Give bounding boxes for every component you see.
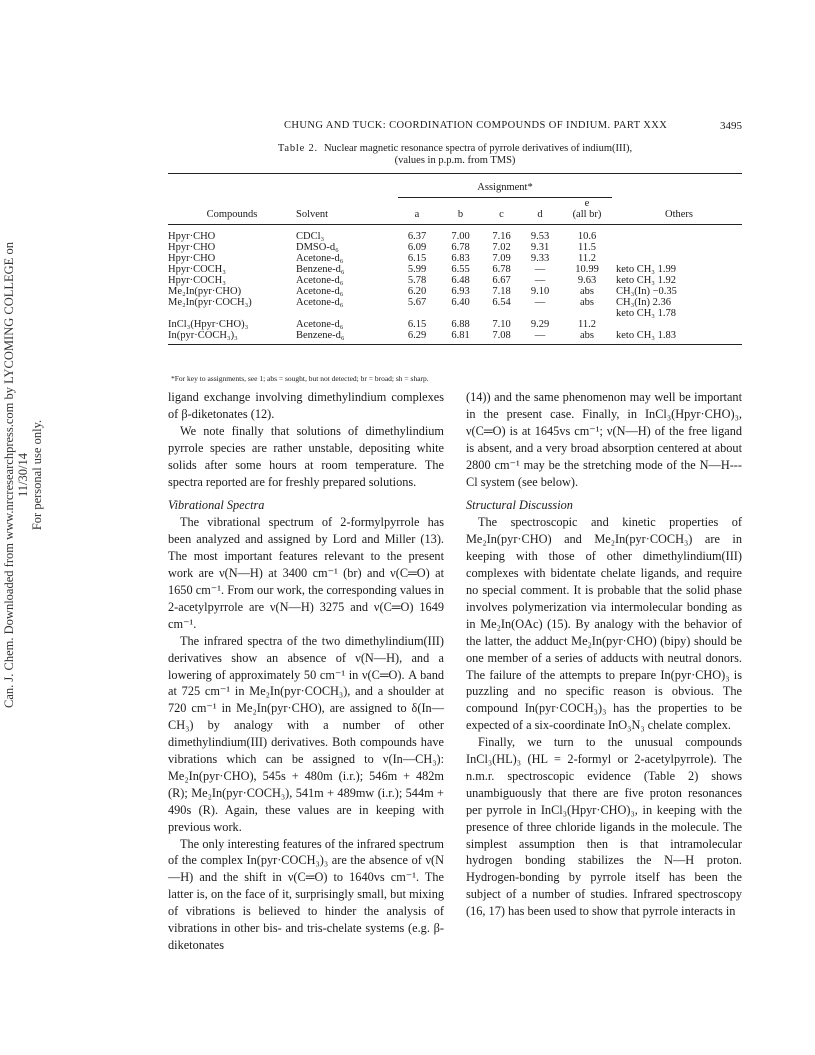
assignment-group-header: Assignment* [394,174,616,198]
cell-b: 6.83 [451,253,470,264]
cell-c: 6.78 [492,264,511,275]
table-footnote: *For key to assignments, see 1; abs = sought, but not detected; br = broad; sh = sharp. [171,374,429,383]
cell-b: 6.48 [451,275,470,286]
cell-a: 6.15 [407,253,427,264]
cell-b: 6.78 [451,242,470,253]
cell-a: 6.37 [407,231,427,242]
watermark-line-1: Can. J. Chem. Downloaded from www.nrcresearchpress.com by LYCOMING COLLEGE on 11/30/14 [2,242,30,708]
cell-c: 6.67 [492,275,511,286]
col-header-compounds: Compounds [168,198,296,225]
cell-e: 9.63 [577,275,597,286]
cell-b: 6.88 [451,319,470,330]
table-row [168,308,742,319]
cell-others: keto CH₃ 1.83 [616,330,742,345]
cell-solvent [296,308,394,319]
cell-e: 10.99 [575,264,599,275]
col-header-d: d [522,198,558,225]
cell-compound: Hpyr·CHO [168,242,216,253]
running-title: CHUNG AND TUCK: COORDINATION COMPOUNDS OF INDIUM. PART XXX [284,120,668,131]
cell-d: 9.10 [530,286,550,297]
cell-a [394,308,440,319]
cell-solvent: Benzene-d₆ [296,264,345,275]
cell-others: CH₃(In) 2.36 [616,297,671,308]
paragraph: The vibrational spectrum of 2-formylpyrrole has been analyzed and assigned by Lord and Miller (13). The most important features relevant to the present work are ν(N—H) at 3400 cm⁻¹ (br) and ν(C═O) at 1650 cm⁻¹. From our work, the corresponding values in 2-acetylpyrrole are ν(N—H) 3275 and ν(C═O) 1649 cm⁻¹. [168,515,444,631]
table-row [168,319,742,330]
paragraph: We note finally that solutions of dimethylindium pyrrole species are rather unstable, depositing white solids after some hours at room temperature. The spectra reported are for freshly prepared solutions. [168,423,444,489]
cell-c: 7.16 [492,231,511,242]
cell-compound: InCl₃(Hpyr·CHO)₃ [168,319,249,330]
cell-solvent: Acetone-d₆ [296,286,344,297]
cell-compound: Hpyr·COCH₃ [168,264,226,275]
cell-b: 6.93 [451,286,470,297]
cell-d: — [534,297,546,308]
cell-b: 6.81 [440,330,481,345]
cell-d [522,308,558,319]
paragraph: Finally, we turn to the unusual compounds InCl₃(HL)₃ (HL = 2-formyl or 2-acetylpyrrole). The n.m.r. spectroscopic evidence (Table 2) shows unambiguously that there are five proton resonances per pyrrole in InCl₃(Hpyr·CHO)₃, in keeping with the presence of three chloride ligands in the molecule. The simplest assumption then is that intramolecular hydrogen bonding stabilizes the N—H proton. Hydrogen-bonding by pyrrole itself has been the subject of a number of studies. Infrared spectroscopy (16, 17) has been used to show that pyrrole interacts in [466,735,742,919]
cell-solvent: CDCl₃ [296,231,325,242]
download-watermark [2,240,44,710]
cell-compound [168,308,296,319]
cell-compound: Me₂In(pyr·CHO) [168,286,242,297]
cell-others: CH₃(In) −0.35 [616,286,677,297]
caption-line-1: Nuclear magnetic resonance spectra of pyrrole derivatives of indium(III), [323,143,633,154]
cell-c: 7.09 [492,253,511,264]
cell-solvent: Benzene-d₆ [296,330,394,345]
cell-e: abs [558,330,616,345]
page-number: 3495 [720,120,742,132]
right-column [466,389,742,920]
cell-d: — [534,275,546,286]
nmr-table [168,173,742,345]
section-heading: Structural Discussion [466,498,573,513]
watermark-line-2: For personal use only. [30,419,44,531]
cell-e: abs [580,286,594,297]
cell-d: 9.53 [530,231,550,242]
caption-line-2: (values in p.p.m. from TMS) [394,155,516,166]
cell-e: 10.6 [577,231,597,242]
cell-c: 6.54 [492,297,511,308]
cell-d: 9.33 [530,253,550,264]
left-column [168,389,444,954]
paragraph: ligand exchange involving dimethylindium complexes of β-diketonates (12). [168,390,444,421]
cell-d: 9.29 [530,319,550,330]
col-header-others: Others [616,198,742,225]
cell-e: 11.2 [578,319,596,330]
col-header-c: c [481,198,522,225]
cell-others [616,253,742,264]
table-caption [168,143,742,167]
cell-d: — [534,264,546,275]
cell-e [558,308,616,319]
paragraph: The infrared spectra of the two dimethylindium(III) derivatives show an absence of ν(N—H), and a lowering of approximately 50 cm⁻¹ in ν(C═O). A band at 725 cm⁻¹ in Me₂In(pyr·COCH₃), and a shoulder at 720 cm⁻¹ in Me₂In(pyr·CHO), are assigned to δ(In—CH₃) by analogy with a number of other dimethylindium(III) derivatives. Both compounds have vibrations which can be assigned to ν(In—CH₃): Me₂In(pyr·CHO), 545s + 480m (i.r.); 546m + 482m (R); Me₂In(pyr·COCH₃), 541m + 489mw (i.r.); 544m + 490s (R). Again, these values are in keeping with previous work. [168,633,444,834]
cell-a: 5.78 [407,275,427,286]
cell-others [616,225,742,243]
cell-c: 7.18 [492,286,511,297]
cell-d: — [522,330,558,345]
cell-a: 6.20 [407,286,427,297]
cell-solvent: DMSO-d₆ [296,242,339,253]
cell-b: 6.55 [451,264,470,275]
table-row [168,242,742,253]
cell-solvent: Acetone-d₆ [296,253,344,264]
cell-compound: Me₂In(pyr·COCH₃) [168,297,252,308]
cell-solvent: Acetone-d₆ [296,275,344,286]
cell-a: 5.99 [407,264,427,275]
table-row [168,297,742,308]
cell-others: keto CH₃ 1.92 [616,275,676,286]
cell-others: keto CH₃ 1.78 [616,308,676,319]
cell-others: keto CH₃ 1.99 [616,264,676,275]
cell-compound: Hpyr·CHO [168,231,216,242]
paragraph: (14)) and the same phenomenon may well be important in the present case. Finally, in InCl₃(Hpyr·CHO)₃, ν(C═O) is at 1645vs cm⁻¹; ν(N—H) of the free ligand is absent, and a very broad absorption centered at about 2800 cm⁻¹ may be the stretching mode of the N—H---Cl system (see below). [466,390,742,489]
cell-compound: Hpyr·CHO [168,253,216,264]
cell-others [616,319,742,330]
cell-a: 6.09 [407,242,427,253]
table-row [168,275,742,286]
col-header-solvent: Solvent [296,198,394,225]
cell-compound: In(pyr·COCH₃)₃ [168,330,296,345]
cell-c: 7.10 [492,319,511,330]
cell-others [616,242,742,253]
section-heading: Vibrational Spectra [168,498,265,513]
cell-a: 6.29 [394,330,440,345]
col-header-b: b [440,198,481,225]
cell-c: 7.08 [481,330,522,345]
cell-d: 9.31 [530,242,550,253]
col-header-a: a [394,198,440,225]
cell-c [481,308,522,319]
cell-c: 7.02 [492,242,511,253]
cell-a: 6.15 [407,319,427,330]
table-label: Table 2. [277,143,318,154]
cell-e: 11.5 [578,242,596,253]
cell-compound: Hpyr·COCH₃ [168,275,226,286]
paragraph: The only interesting features of the infrared spectrum of the complex In(pyr·COCH₃)₃ are the absence of ν(N—H) and the shift in ν(C═O) to 1640vs cm⁻¹. The latter is, on the face of it, surprisingly small, but mixing of vibrations is believed to hinder the analysis of vibrations in other bis- and tris-chelate systems (e.g. β-diketonates [168,836,444,952]
cell-b [440,308,481,319]
cell-solvent: Acetone-d₆ [296,297,344,308]
table-row [168,330,742,345]
cell-a: 5.67 [407,297,427,308]
table-row [168,225,742,243]
cell-e: abs [580,297,594,308]
cell-e: 11.2 [578,253,596,264]
paragraph: The spectroscopic and kinetic properties of Me₂In(pyr·CHO) and Me₂In(pyr·COCH₃) are in keeping with those of other dimethylindium(III) complexes with bidentate chelate ligands, and require no special comment. It is probable that the solid phase involves polymerization via intermolecular bonding as in Me₂In(OAc) (15). By analogy with the behavior of the latter, the adduct Me₂In(pyr·CHO) (bipy) should be one member of a series of adducts with neutral donors. The failure of the attempts to prepare In(pyr·CHO)₃ is puzzling and no specific reason is obvious. The compound In(pyr·COCH₃)₃ has the properties to be expected of a six-coordinate InO₃N₃ chelate complex. [466,515,742,733]
cell-b: 7.00 [451,231,470,242]
table-row [168,286,742,297]
table-row [168,264,742,275]
cell-b: 6.40 [451,297,470,308]
table-row [168,253,742,264]
running-header [168,120,742,136]
col-header-e: e (all br) [558,198,616,225]
cell-solvent: Acetone-d₆ [296,319,344,330]
